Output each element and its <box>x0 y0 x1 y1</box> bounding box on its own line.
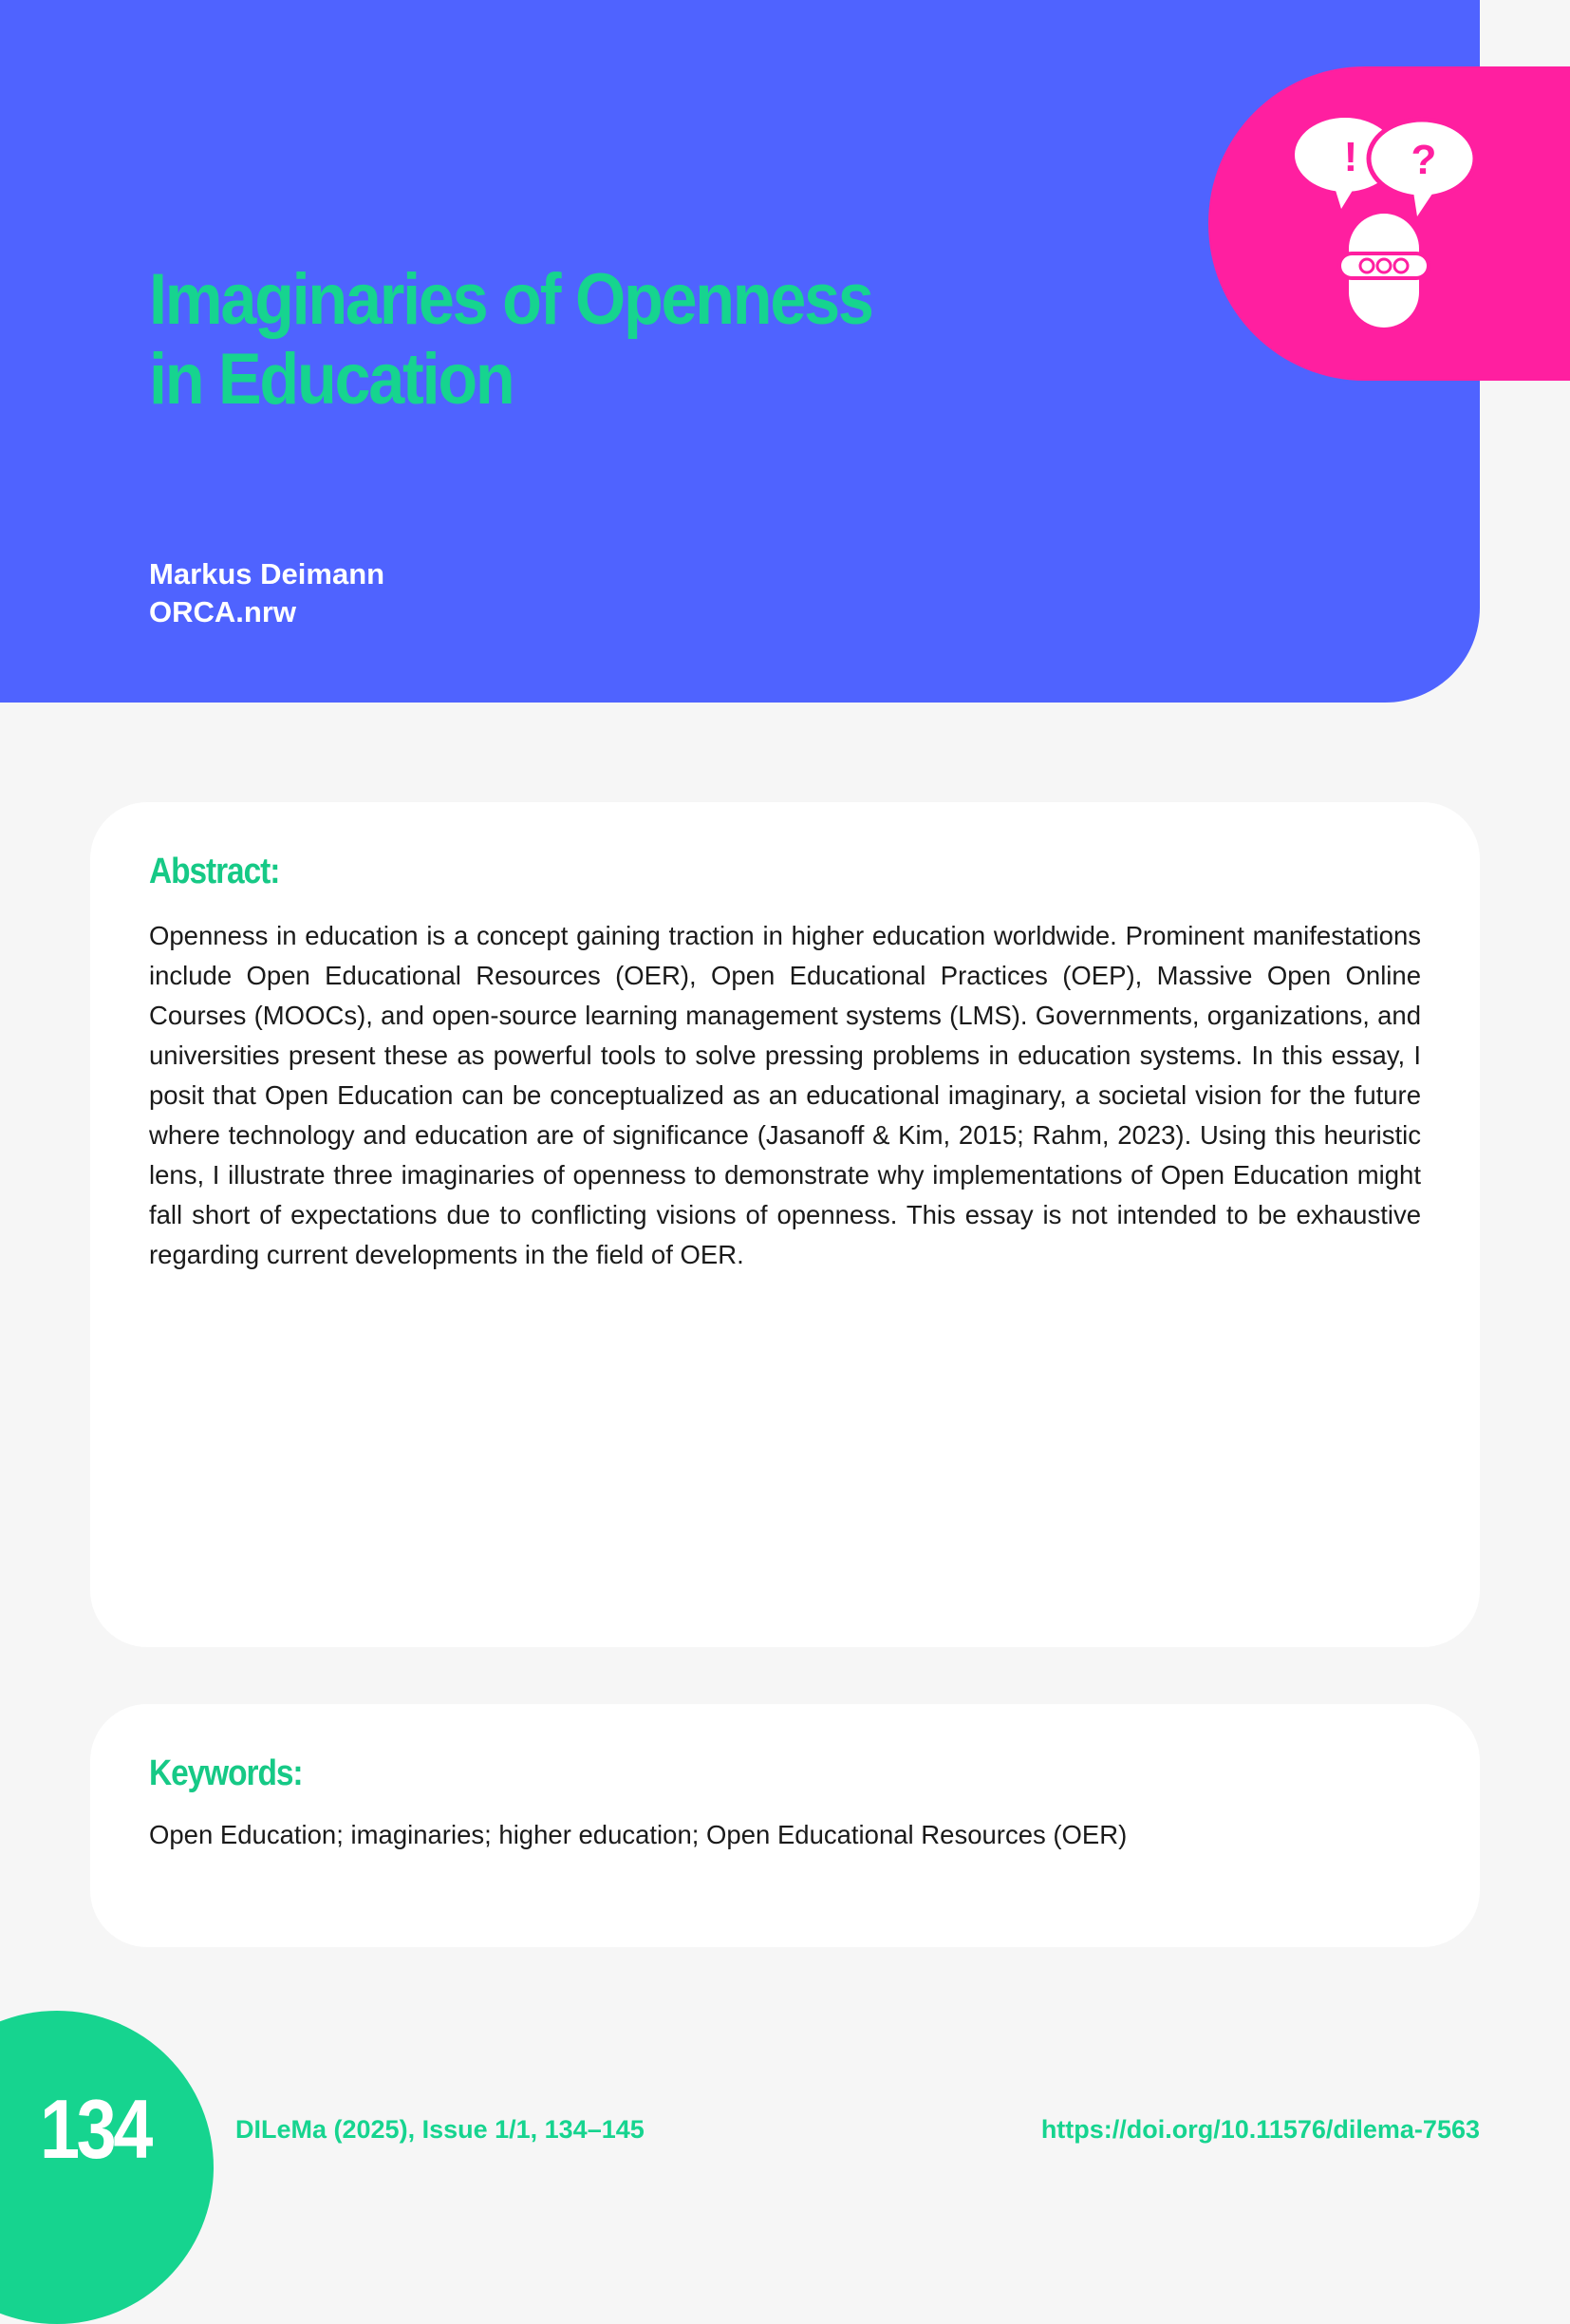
keywords-text: Open Education; imaginaries; higher education; Open Educational Resources (OER) <box>149 1820 1128 1849</box>
title-line-2: in Education <box>149 339 514 420</box>
question-mark: ? <box>1411 137 1437 183</box>
keywords-card <box>90 1704 1480 1947</box>
title-line-1: Imaginaries of Openness <box>149 259 872 340</box>
exclamation-mark: ! <box>1343 134 1358 180</box>
doi-link[interactable]: https://doi.org/10.11576/dilema-7563 <box>1040 2115 1480 2144</box>
page-number: 134 <box>40 2082 150 2176</box>
abstract-text: Openness in education is a concept gaining traction in higher education worldwide. Prominent manifestations include Open Educational Resources (OER), Open Educational Practices (OEP), Massive Open Online Courses (MOOCs), and open-source learning management systems (LMS). Governments, organizations, and universities present these as powerful tools to solve pressing problems in education systems. In this essay, I posit that Open Education can be conceptualized as an educational imaginary, a societal vision for the future where technology and education are of significance (Jasanoff & Kim, 2015; Rahm, 2023). Using this heuristic lens, I illustrate three imaginaries of openness to demonstrate why implementations of Open Education might fall short of expectations due to conflicting visions of openness. This essay is not intended to be exhaustive regarding current developments in the field of OER. <box>149 921 1421 1269</box>
keywords-heading: Keywords: <box>149 1753 303 1793</box>
abstract-card <box>90 802 1480 1647</box>
author-affiliation: ORCA.nrw <box>149 595 296 628</box>
article-title <box>149 260 872 420</box>
journal-citation: DILeMa (2025), Issue 1/1, 134–145 <box>235 2115 645 2144</box>
discussion-badge <box>1208 66 1570 381</box>
discussion-robot-icon <box>1208 66 1570 381</box>
author-block <box>149 555 384 631</box>
abstract-heading: Abstract: <box>149 852 280 891</box>
author-name: Markus Deimann <box>149 557 385 590</box>
